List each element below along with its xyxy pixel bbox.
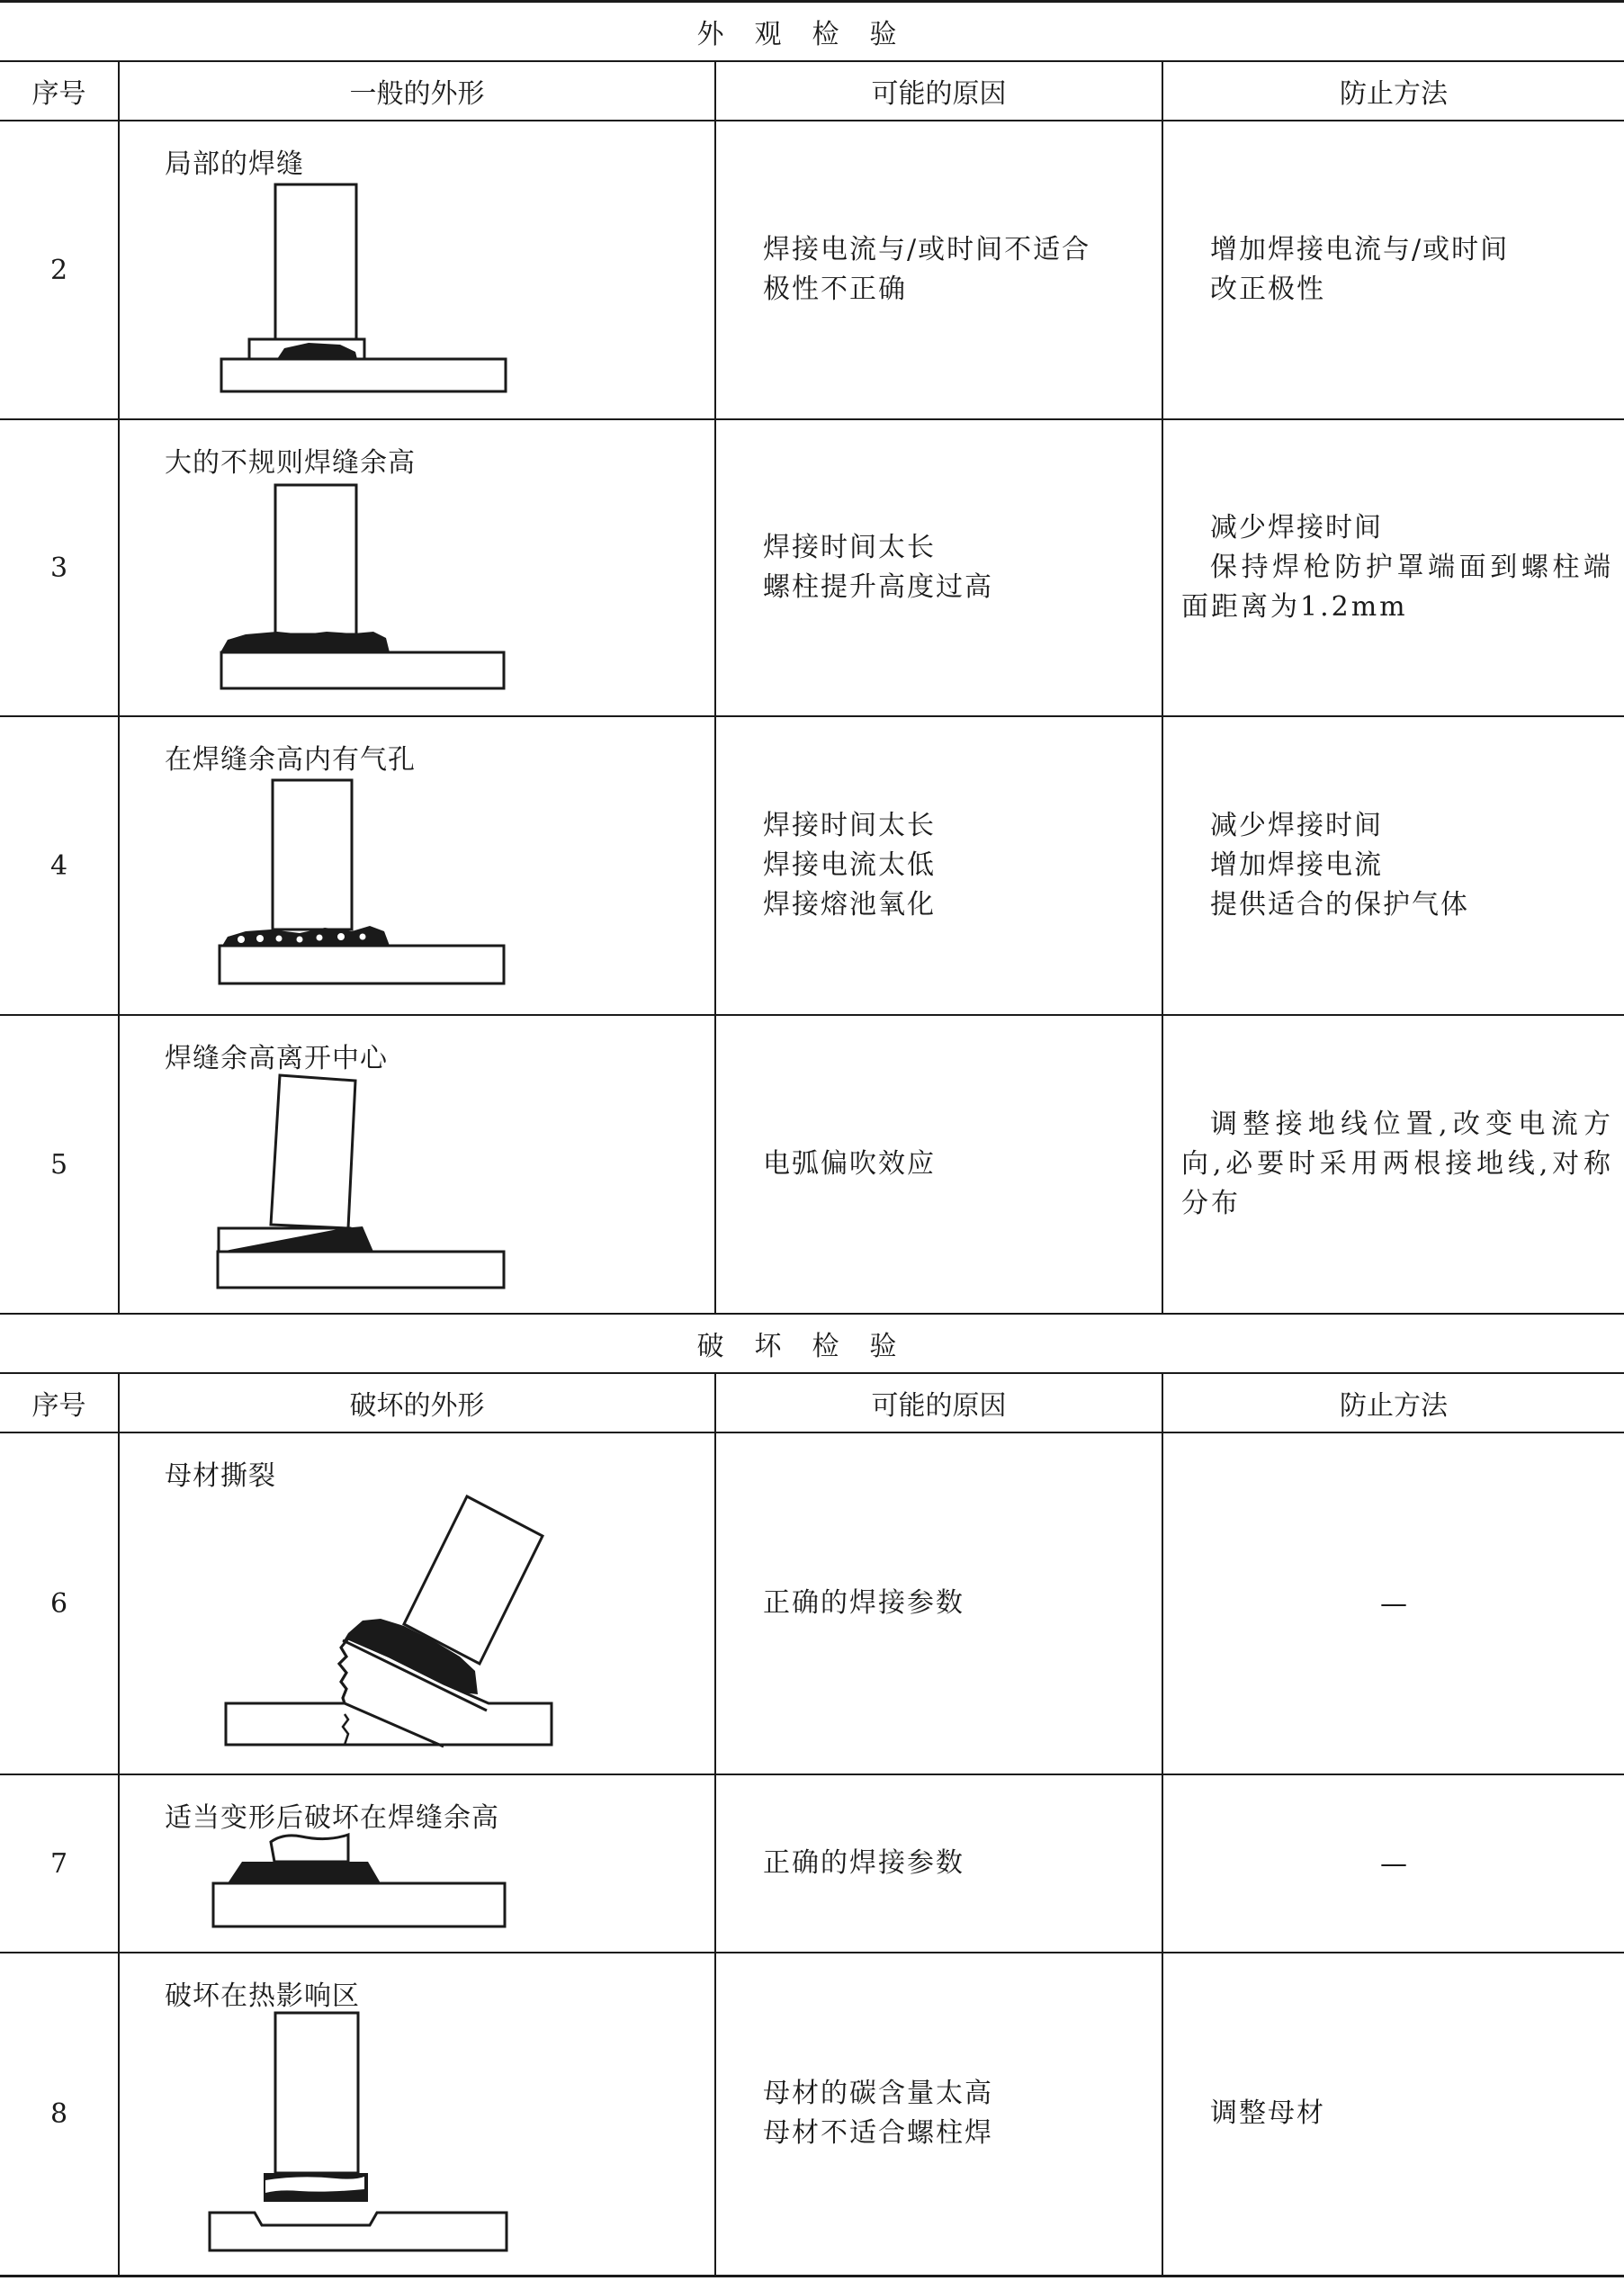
table-row: [0, 1774, 1624, 1953]
cause-line: 焊接电流太低: [763, 849, 936, 881]
fix-line: 增加焊接电流与/或时间: [1210, 234, 1510, 265]
header-shape: 一般的外形: [119, 61, 715, 121]
header-cause: 可能的原因: [715, 1373, 1162, 1432]
shape-cell: [119, 1432, 715, 1774]
table-row: [0, 1015, 1624, 1314]
cause-cell: [715, 716, 1162, 1015]
fix-cell: [1162, 1015, 1624, 1314]
cause-line: 母材不适合螺柱焊: [763, 2117, 993, 2150]
cause-line: 焊接时间太长: [763, 532, 936, 563]
shape-cell: [119, 419, 715, 716]
haz-fracture-diagram: [120, 1953, 716, 2277]
cause-line: 焊接熔池氧化: [763, 889, 936, 920]
irregular-reinforcement-diagram: [120, 420, 716, 717]
cause-line: 电弧偏吹效应: [763, 1148, 936, 1180]
cause-line: 正确的焊接参数: [763, 1847, 965, 1879]
shape-label: 大的不规则焊缝余高: [165, 447, 416, 479]
deform-fracture-diagram: [120, 1775, 716, 1953]
cause-cell: [715, 1432, 1162, 1774]
cause-line: 极性不正确: [763, 274, 907, 305]
partial-weld-diagram: [120, 121, 716, 420]
porosity-diagram: [120, 717, 716, 1016]
cause-cell: [715, 1015, 1162, 1314]
shape-label: 适当变形后破坏在焊缝余高: [165, 1802, 499, 1834]
table-row: [0, 121, 1624, 419]
shape-cell: [119, 121, 715, 419]
fix-line: 提供适合的保护气体: [1210, 889, 1469, 920]
cause-line: 母材的碳含量太高: [763, 2078, 993, 2110]
header-cause: 可能的原因: [715, 61, 1162, 121]
table-row: [0, 1953, 1624, 2276]
table-row: [0, 1432, 1624, 1774]
shape-cell: [119, 716, 715, 1015]
table-row: [0, 716, 1624, 1015]
cause-line: 正确的焊接参数: [763, 1587, 965, 1619]
table-row: [0, 419, 1624, 716]
row-number: 5: [0, 1015, 119, 1314]
off-center-weld-diagram: [120, 1016, 716, 1315]
header-no: 序号: [0, 61, 119, 121]
cause-line: 螺柱提升高度过高: [763, 571, 993, 603]
row-number: 2: [0, 121, 119, 419]
shape-label: 焊缝余高离开中心: [165, 1043, 388, 1074]
fix-line: 减少焊接时间: [1210, 512, 1383, 543]
base-metal-tear-diagram: [120, 1433, 716, 1775]
shape-label: 破坏在热影响区: [165, 1980, 360, 2012]
row-number: 3: [0, 419, 119, 716]
fix-line: 减少焊接时间: [1210, 810, 1383, 841]
cause-line: 焊接电流与/或时间不适合: [763, 234, 1091, 265]
cause-cell: [715, 1953, 1162, 2276]
row-number: 4: [0, 716, 119, 1015]
cause-line: 焊接时间太长: [763, 810, 936, 841]
row-number: 7: [0, 1774, 119, 1953]
shape-cell: [119, 1015, 715, 1314]
cause-cell: [715, 419, 1162, 716]
shape-label: 母材撕裂: [165, 1460, 276, 1492]
fix-paragraph: 调整接地线位置,改变电流方向,必要时采用两根接地线,对称分布: [1181, 1109, 1613, 1219]
no-measure-dash: —: [1162, 1432, 1624, 1774]
fix-cell: [1162, 716, 1624, 1015]
fix-line: 增加焊接电流: [1210, 849, 1383, 881]
fix-line: 改正极性: [1210, 274, 1325, 305]
header-row: [0, 61, 1624, 121]
fix-paragraph: 保持焊枪防护罩端面到螺柱端面距离为1.2mm: [1181, 552, 1613, 623]
fix-cell: [1162, 419, 1624, 716]
section-title-destructive: 破坏检验: [0, 1314, 1624, 1373]
header-no: 序号: [0, 1373, 119, 1432]
header-fix: 防止方法: [1162, 61, 1624, 121]
fix-cell: [1162, 1953, 1624, 2276]
shape-cell: [119, 1953, 715, 2276]
fix-line: 调整母材: [1210, 2097, 1325, 2130]
cause-cell: [715, 1774, 1162, 1953]
row-number: 6: [0, 1432, 119, 1774]
shape-label: 在焊缝余高内有气孔: [165, 744, 416, 776]
no-measure-dash: —: [1162, 1774, 1624, 1953]
section-title-visual: 外观检验: [0, 2, 1624, 62]
shape-cell: [119, 1774, 715, 1953]
row-number: 8: [0, 1953, 119, 2276]
header-shape: 破坏的外形: [119, 1373, 715, 1432]
shape-label: 局部的焊缝: [165, 148, 304, 180]
header-fix: 防止方法: [1162, 1373, 1624, 1432]
fix-cell: [1162, 121, 1624, 419]
header-row: [0, 1373, 1624, 1432]
cause-cell: [715, 121, 1162, 419]
